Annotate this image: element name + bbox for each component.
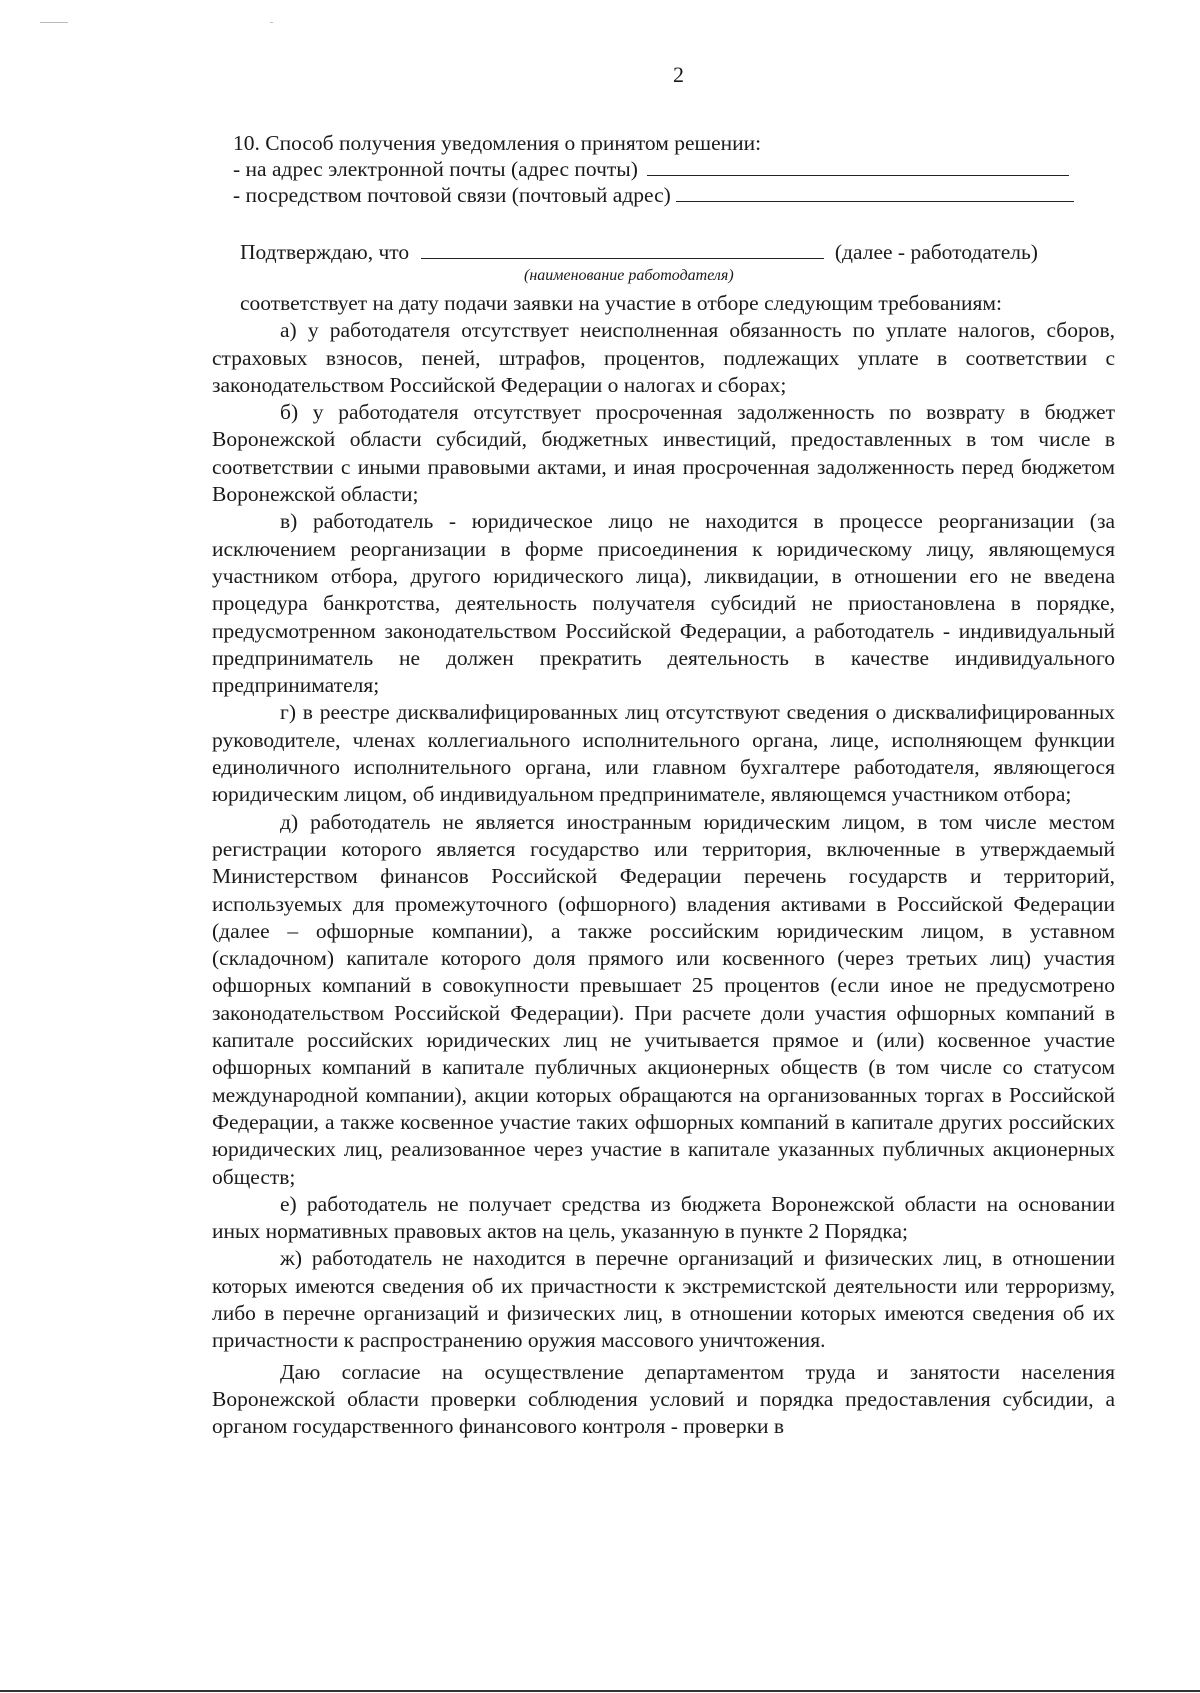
postal-address-field[interactable] [676,183,1074,202]
requirement-item: ж) работодатель не находится в перечне организаций и физических лиц, в отношении которых имеются сведения об их причастности к экстремистской деятельности или терроризму, либо в перечне организаций и физических лиц, в отношении которых имеются сведения об их причастности к распространению оружия массового уничтожения. [212,1246,1115,1353]
requirement-item: г) в реестре дисквалифицированных лиц отсутствуют сведения о дисквалифицированных руководителе, членах коллегиального исполнительного органа, лице, исполняющем функции единоличного исполнительного органа, или главном бухгалтере работодателя, являющегося юридическим лицом, об индивидуальном предпринимателе, являющемся участником отбора; [212,700,1115,807]
requirement-item: в) работодатель - юридическое лицо не находится в процессе реорганизации (за исключением реорганизации в форме присоединения к юридическому лицу, являющемуся участником отбора, другого юридического лица), ликвидации, в отношении его не введена процедура банкротства, деятельность получателя субсидий не приостановлена в порядке, предусмотренном законодательством Российской Федерации, а работодатель - индивидуальный предприниматель не должен прекратить деятельность в качестве индивидуального предпринимателя; [212,509,1115,698]
page-bottom-edge [0,1690,1200,1692]
page-number: 2 [673,62,684,87]
scan-artifact [270,22,273,23]
requirement-item: а) у работодателя отсутствует неисполненная обязанность по уплате налогов, сборов, страховых взносов, пеней, штрафов, процентов, подлежащих уплате в соответствии с законодательством Российской Федерации о налогах и сборах; [212,318,1115,397]
requirements-section [212,290,1115,1440]
requirement-item: б) у работодателя отсутствует просроченная задолженность по возврату в бюджет Воронежской области субсидий, бюджетных инвестиций, предоставленных в том числе в соответствии с иными правовыми актами, и иная просроченная задолженность перед бюджетом Воронежской области; [212,400,1115,507]
requirement-item: д) работодатель не является иностранным юридическим лицом, в том числе местом регистрации которого является государство или территория, включенные в утверждаемый Министерством финансов Российской Федерации перечень государств и территорий, используемых для промежуточного (офшорного) владения активами в Российской Федерации (далее – офшорные компании), а также российским юридическим лицом, в уставном (складочном) капитале которого доля прямого или косвенного (через третьих лиц) участия офшорных компаний в совокупности превышает 25 процентов (если иное не предусмотрено законодательством Российской Федерации). При расчете доли участия офшорных компаний в капитале российских юридических лиц не учитывается прямое и (или) косвенное участие офшорных компаний в капитале публичных акционерных обществ (в том числе со статусом международной компании), акции которых обращаются на организованных торгах в Российской Федерации, а также косвенное участие таких офшорных компаний в капитале других российских юридических лиц, реализованное через участие в капитале указанных публичных акционерных обществ; [212,809,1115,1189]
email-option-label: - на адрес электронной почты (адрес почты) [233,157,638,181]
scan-artifact [40,22,68,23]
confirmation-suffix: (далее - работодатель) [834,240,1038,264]
requirements-intro: соответствует на дату подачи заявки на участие в отборе следующим требованиям: [240,291,1002,315]
employer-name-caption: (наименование работодателя) [524,267,734,284]
email-address-field[interactable] [647,157,1069,176]
post-option-label: - посредством почтовой связи (почтовый адрес) [233,183,671,207]
consent-paragraph: Даю согласие на осуществление департаментом труда и занятости населения Воронежской области проверки соблюдения условий и порядка предоставления субсидии, а органом государственного финансового контроля - проверки в [212,1359,1115,1439]
requirement-item: е) работодатель не получает средства из бюджета Воронежской области на основании иных нормативных правовых актов на цель, указанную в пункте 2 Порядка; [212,1191,1115,1244]
employer-name-field[interactable] [421,240,824,259]
confirmation-line [240,240,1080,265]
confirmation-prefix: Подтверждаю, что [240,240,410,264]
email-option [233,156,1113,182]
notification-section [233,130,1113,208]
post-option [233,182,1113,208]
notification-heading: 10. Способ получения уведомления о принятом решении: [233,131,762,155]
